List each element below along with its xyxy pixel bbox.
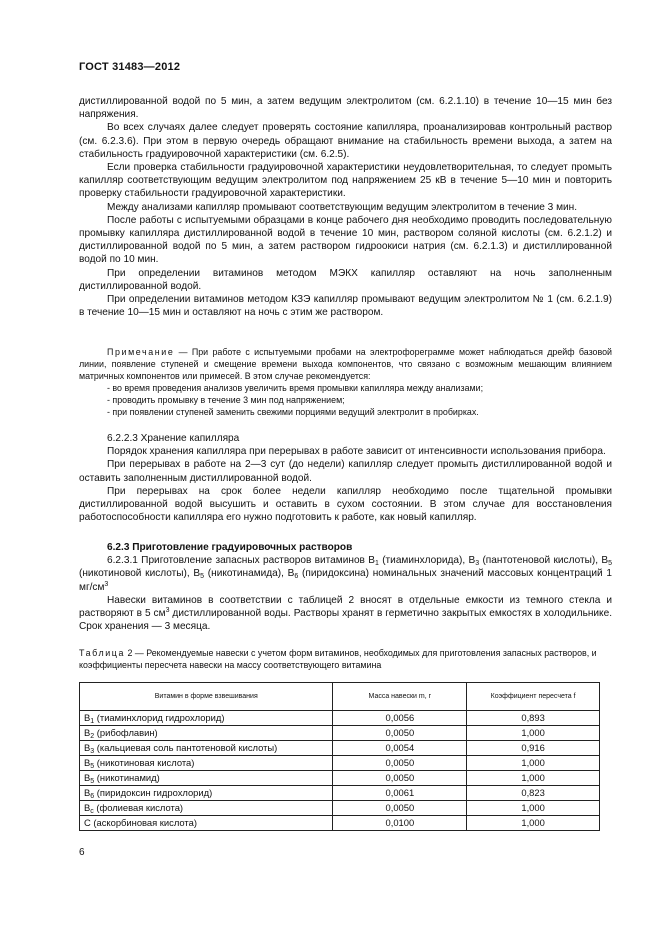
vitamin-cell: $B_c$ (фолиевая кислота) <box>80 801 333 816</box>
vitamin-cell: $B_1$ (тиаминхлорид гидрохлорид) <box>80 711 333 726</box>
paragraph: дистиллированной водой по 5 мин, а затем ведущим электролитом (см. 6.2.1.10) в течение 10—15 мин без напряжения. <box>79 96 612 121</box>
vitamin-cell: $B_6$ (пиридоксин гидрохлорид) <box>80 786 333 801</box>
note-block <box>79 347 612 418</box>
document-header: ГОСТ 31483—2012 <box>79 61 181 73</box>
vitamin-cell: $B_5$ (никотиновая кислота) <box>80 756 333 771</box>
mass-cell: 0,0050 <box>333 771 467 786</box>
mass-cell: 0,0100 <box>333 816 467 831</box>
vitamins-table <box>79 682 600 831</box>
paragraph: После работы с испытуемыми образцами в конце рабочего дня необходимо проводить последовательную промывку капилляра дистиллированной водой в течение 10 мин, раствором соляной кислоты (см. 6.2.1.2) и дистиллированной водой по 5 мин, а затем раствором гидроокиси натрия (см. 6.2.1.3) и дистиллированной водой по 10 мин. <box>79 214 612 266</box>
mass-cell: 0,0056 <box>333 711 467 726</box>
note-label: Примечание <box>107 347 175 357</box>
mass-cell: 0,0054 <box>333 741 467 756</box>
table-header-row <box>80 683 600 711</box>
coefficient-cell: 1,000 <box>467 726 600 741</box>
note-item: - при появлении ступеней заменить свежими порциями ведущий электролит в пробирках. <box>107 406 479 417</box>
table-header-cell: Витамин в форме взвешивания <box>80 683 333 711</box>
section-heading: 6.2.2.3 Хранение капилляра <box>107 433 240 444</box>
coefficient-cell: 0,893 <box>467 711 600 726</box>
table-row <box>80 816 600 831</box>
mass-cell: 0,0050 <box>333 801 467 816</box>
paragraph: Во всех случаях далее следует проверять состояние капилляра, проанализировав контрольный раствор (см. 6.2.3.6). При этом в первую очередь обращают внимание на стабильность времени выхода, а затем на стабильность градуировочной характеристики (см. 6.2.5). <box>79 122 612 160</box>
section-heading: 6.2.3 Приготовление градуировочных растворов <box>107 542 353 553</box>
coefficient-cell: 1,000 <box>467 756 600 771</box>
table-row <box>80 771 600 786</box>
table-row <box>80 786 600 801</box>
note-item: - проводить промывку в течение 3 мин под напряжением; <box>107 394 345 405</box>
note-item: - во время проведения анализов увеличить время промывки капилляра между анализами; <box>107 382 484 393</box>
vitamin-cell: C (аскорбиновая кислота) <box>80 816 333 831</box>
coefficient-cell: 1,000 <box>467 801 600 816</box>
vitamin-cell: $B_3$ (кальциевая соль пантотеновой кислоты) <box>80 741 333 756</box>
table-row <box>80 711 600 726</box>
paragraph: При определении витаминов методом МЭКХ капилляр оставляют на ночь заполненным дистиллированной водой. <box>79 267 612 292</box>
paragraph: При перерывах в работе на 2—3 сут (до недели) капилляр следует промыть дистиллированной водой и оставить заполненным дистиллированной водой. <box>79 459 612 484</box>
note-text <box>79 347 612 383</box>
table-header-cell: Масса навески m, г <box>333 683 467 711</box>
body-text <box>79 95 612 319</box>
paragraph: Если проверка стабильности градуировочной характеристики неудовлетворительная, то следует промыть капилляр соответствующим ведущим электролитом под напряжением 25 кВ в течение 5—10 мин и повторить проверку стабильности градуировочной характеристики. <box>79 162 612 200</box>
paragraph: При определении витаминов методом КЗЭ капилляр промывают ведущим электролитом № 1 (см. 6.2.1.9) в течение 10—15 мин и оставляют на ночь с этим же раствором. <box>79 294 612 319</box>
paragraph: Между анализами капилляр промывают соответствующим ведущим электролитом в течение 3 мин. <box>107 201 578 213</box>
table-row <box>80 756 600 771</box>
page-number: 6 <box>79 847 85 858</box>
mass-cell: 0,0061 <box>333 786 467 801</box>
paragraph: Навески витаминов в соответствии с таблицей 2 вносят в отдельные емкости из темного стекла и растворяют в 5 $см^3$ дистиллированной воды. Растворы хранят в герметично закрытых емкостях в холодильнике. Срок хранения — 3 месяца. <box>79 594 613 633</box>
coefficient-cell: 0,916 <box>467 741 600 756</box>
table-row <box>80 801 600 816</box>
paragraph: Порядок хранения капилляра при перерывах в работе зависит от интенсивности использования прибора. <box>107 446 606 458</box>
table-caption-text: 2 — Рекомендуемые навески с учетом форм витаминов, необходимых для приготовления запасных растворов, и коэффициенты пересчета навески на массу соответствующего витамина <box>79 648 597 670</box>
mass-cell: 0,0050 <box>333 726 467 741</box>
vitamin-cell: $B_2$ (рибофлавин) <box>80 726 333 741</box>
note-body: — При работе с испытуемыми пробами на электрофореграмме может наблюдаться дрейф базовой линии, появление ступеней и смещение времени выхода компонентов, что связано с возможным мешающим влиянием матричных компонентов или примесей. В этом случае рекомендуется: <box>79 347 612 381</box>
coefficient-cell: 0,823 <box>467 786 600 801</box>
mass-cell: 0,0050 <box>333 756 467 771</box>
coefficient-cell: 1,000 <box>467 771 600 786</box>
prep-section <box>79 541 612 633</box>
paragraph: При перерывах на срок более недели капилляр необходимо после тщательной промывки дистиллированной водой высушить и оставить в сухом состоянии. В этом случае для восстановления работоспособности капилляра его нужно подготовить к работе, как новый капилляр. <box>79 485 612 524</box>
coefficient-cell: 1,000 <box>467 816 600 831</box>
table-row <box>80 741 600 756</box>
table-caption-label: Таблица <box>79 648 125 658</box>
table-caption <box>79 648 612 672</box>
vitamin-cell: $B_5$ (никотинамид) <box>80 771 333 786</box>
storage-section <box>79 432 612 524</box>
table-row <box>80 726 600 741</box>
paragraph: 6.2.3.1 Приготовление запасных растворов витаминов $B_1$ (тиаминхлорида), $B_3$ (пантотеновой кислоты), $B_5$ (никотиновой кислоты), $B_5$ (никотинамида), $B_6$ (пиридоксина) номинальных значений массовых концентраций 1 $мг/см^3$ <box>79 555 612 593</box>
table-header-cell: Коэффициент пересчета f <box>467 683 600 711</box>
